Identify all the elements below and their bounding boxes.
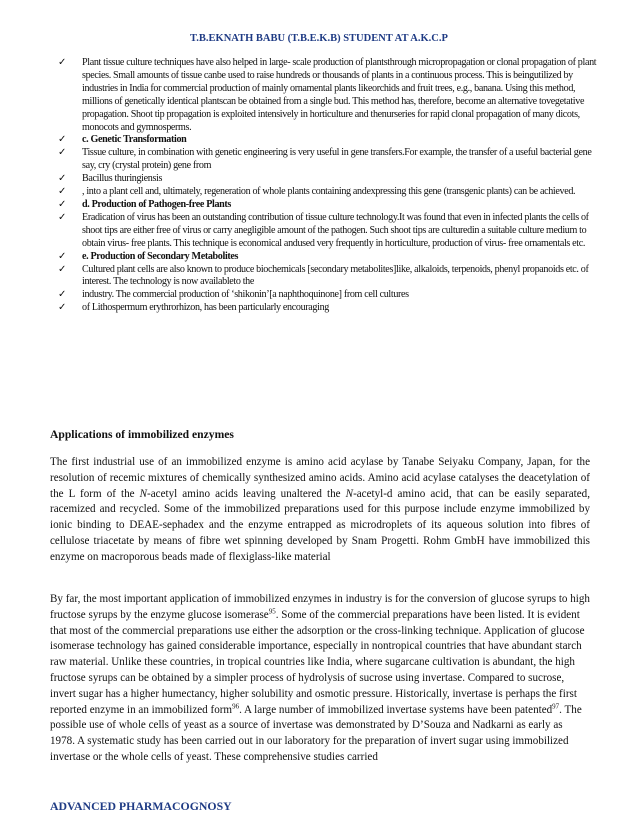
paragraph-immobilized-acylase	[50, 455, 590, 566]
bullet-text: industry. The commercial production of ‘shikonin’[a naphthoquinone] from cell cultures	[82, 289, 409, 301]
bullet-item	[58, 186, 598, 199]
bullet-heading: c. Genetic Transformation	[82, 134, 187, 146]
bullet-text: Tissue culture, in combination with genetic engineering is very useful in gene transfers.For example, the transfer of a useful bacterial gene say, cry (crystal protein) gene from	[82, 147, 592, 172]
italic-n: N	[345, 487, 354, 500]
checkmark-icon: ✓	[58, 263, 67, 275]
bullet-text: of Lithospermum erythrorhizon, has been particularly encouraging	[82, 302, 329, 314]
checkmark-icon: ✓	[58, 147, 67, 159]
checkmark-icon: ✓	[58, 211, 67, 223]
bullet-list	[58, 57, 598, 315]
bullet-text: , into a plant cell and, ultimately, regeneration of whole plants containing andexpressing this gene (transgenic plants) can be achieved.	[82, 186, 576, 198]
paragraph-text: . Some of the commercial preparations have been listed. It is evident that most of the commercial preparations use either the adsorption or the cross-linking technique. Application of glucose isomerase technology has gained considerable importance, especially in nontropical countries that have abundant starch raw material. Unlike these countries, in tropical countries like India, where sugarcane cultivation is abundant, the high fructose syrups can be obtained by a simpler process of hydrolysis of sucrose using invertase. Compared to sucrose, invert sugar has a higher humectancy, higher solubility and osmotic pressure. Historically, invertase is perhaps the first reported enzyme in an immobilized form	[50, 608, 585, 716]
reference-superscript: 96	[232, 701, 240, 710]
bullet-item	[58, 199, 598, 212]
checkmark-icon: ✓	[58, 186, 67, 198]
paragraph-text: -acetyl-d amino acid, that can be easily separated, racemized and recycled. Some of the immobilized preparations used for this purpose include enzyme immobilized by ionic binding to DEAE-sephadex and the enzyme entrapped as microdroplets of its aqueous solution into fibres of cellulose triacetate by means of fibre wet spinning developed by Snam Progetti. Rohm GmbH have immobilized this enzyme on macroporous beads made of flexiglass-like material	[50, 487, 590, 563]
bullet-text: Cultured plant cells are also known to produce biochemicals [secondary metabolites]like, alkaloids, terpenoids, phenyl propanoids etc. of interest. The technology is now availableto the	[82, 263, 589, 288]
paragraph-text: By far, the most important application of immobilized enzymes in industry is for the conversion of glucose syrups to high fructose syrups by the enzyme glucose isomerase	[50, 593, 590, 621]
page-footer: ADVANCED PHARMACOGNOSY	[50, 799, 232, 813]
bullet-item	[58, 251, 598, 264]
bullet-item	[58, 289, 598, 302]
checkmark-icon: ✓	[58, 57, 67, 68]
checkmark-icon: ✓	[58, 173, 67, 185]
paragraph-text: The first industrial use of an immobilized enzyme is amino acid acylase by Tanabe Seiyaku Company, Japan, for the resolution of recemic mixtures of chemically synthesized amino acids. Amino acid acylase catalyses the deacetylation of the L form of the	[50, 456, 590, 500]
section-heading: Applications of immobilized enzymes	[50, 428, 234, 441]
checkmark-icon: ✓	[58, 250, 67, 262]
bullet-item	[58, 264, 598, 290]
bullet-item	[58, 57, 598, 134]
checkmark-icon: ✓	[58, 302, 67, 314]
italic-n: N	[139, 487, 148, 500]
bullet-item	[58, 212, 598, 251]
reference-superscript: 95	[268, 607, 276, 616]
bullet-heading: e. Production of Secondary Metabolites	[82, 250, 239, 262]
bullet-item	[58, 134, 598, 147]
bullet-text: Bacillus thuringiensis	[82, 173, 163, 185]
paragraph-glucose-isomerase	[50, 592, 590, 766]
bullet-text: Plant tissue culture techniques have also helped in large- scale production of plantsthrough micropropagation or clonal propagation of plant species. Small amounts of tissue canbe used to raise hundreds or thousands of plants in a continuous process. This is beingutilized by industries in India for commercial production of mainly ornamental plants likeorchids and fruit trees, e.g., banana. Using this method, millions of genetically identical plantscan be obtained from a single bud. This method has, therefore, become an alternative tovegetative propagation. Shoot tip propagation is exploited intensively in horticulture and thenurseries for rapid clonal propagation of many dicots, monocots and gymnosperms.	[82, 57, 597, 133]
checkmark-icon: ✓	[58, 134, 67, 146]
checkmark-icon: ✓	[58, 198, 67, 210]
bullet-item	[58, 173, 598, 186]
paragraph-text: . The possible use of whole cells of yeast as a source of invertase was demonstrated by D’Souza and Nadkarni as early as 1978. A systematic study has been carried out in our laboratory for the preparation of invert sugar using immobilized invertase or the whole cells of yeast. These comprehensive studies carried	[50, 703, 582, 763]
paragraph-text: . A large number of immobilized invertase systems have been patented	[239, 703, 553, 716]
checkmark-icon: ✓	[58, 289, 67, 301]
bullet-heading: d. Production of Pathogen-free Plants	[82, 198, 232, 210]
bullet-text: Eradication of virus has been an outstanding contribution of tissue culture technology.It was found that even in infected plants the cells of shoot tips are either free of virus or carry anegligible amount of the pathogen. Such shoot tips are culturedin a suitable culture medium to obtain virus- free plants. This technique is economical andused very frequently in horticulture, production of virus- free ornamentals etc.	[82, 211, 589, 249]
page-header: T.B.EKNATH BABU (T.B.E.K.B) STUDENT AT A.K.C.P	[190, 33, 448, 44]
reference-superscript: 97	[552, 701, 560, 710]
paragraph-text: -acetyl amino acids leaving unaltered the	[147, 487, 346, 500]
bullet-item	[58, 147, 598, 173]
bullet-item	[58, 302, 598, 315]
